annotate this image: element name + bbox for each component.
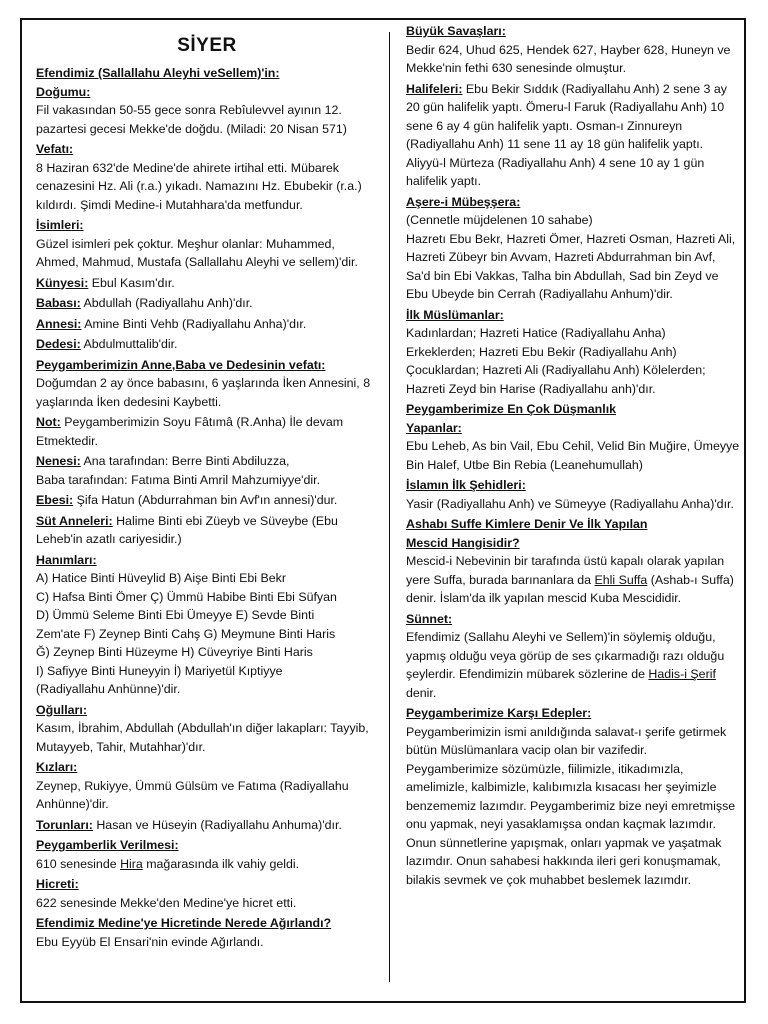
hanimlari-line: Ğ) Zeynep Binti Hüzeyme H) Cüveyriye Binti Haris bbox=[36, 645, 313, 659]
suffe-heading-2: Mescid Hangisidir? bbox=[406, 535, 520, 550]
annesi-text: Amine Binti Vehb (Radiyallahu Anha)'dır. bbox=[81, 316, 307, 331]
efendimiz-heading: Efendimiz (Sallallahu Aleyhi veSellem)'in: bbox=[36, 66, 280, 80]
verilmesi-text-post: mağarasında ilk vahiy geldi. bbox=[142, 856, 300, 871]
dedesi-line bbox=[36, 335, 378, 354]
document-title: SİYER bbox=[177, 35, 237, 56]
ehli-suffa-link: Ehli Suffa bbox=[594, 572, 648, 587]
vefati-text: 8 Haziran 632'de Medine'de ahirete irtihal etti. Mübarek cenazesini Hz. Ali (r.a.) yıkadı. Namazını Hz. Ebubekir (r.a.) kıldırdı. Şimdi Medine-i Mutahhara'da metfundur. bbox=[36, 160, 362, 212]
torunlari-text: Hasan ve Hüseyin (Radiyallahu Anhuma)'dır. bbox=[92, 817, 342, 832]
agirlandi-text: Ebu Eyyüb El Ensari'nin evinde Ağırlandı. bbox=[36, 934, 264, 949]
annesi-line bbox=[36, 315, 378, 334]
hanimlari-line: I) Safiyye Binti Huneyyin İ) Mariyetül Kıptiyye bbox=[36, 663, 283, 678]
sunnet-text-pre: Efendimiz (Sallahu Aleyhi ve Sellem)'in söylemiş olduğu, yapmış olduğu veya görüp de ses çıkarmadığı razı olduğu şeylerdir. Efendimizin mübarek sözlerine de bbox=[406, 630, 725, 681]
hanimlari-line: C) Hafsa Binti Ömer Ç) Ümmü Habibe Binti Ebi Süfyan bbox=[36, 589, 337, 604]
annesi-heading: Annesi: bbox=[36, 316, 82, 331]
sut-heading: Süt Anneleri: bbox=[36, 513, 113, 528]
section-sehitler bbox=[406, 476, 742, 513]
edepler-heading: Peygamberimize Karşı Edepler: bbox=[406, 706, 592, 720]
section-vefati bbox=[36, 140, 378, 214]
halifeler-heading: Halifeleri: bbox=[406, 81, 463, 96]
section-agirlandi bbox=[36, 914, 378, 951]
hanimlari-line: (Radiyallahu Anhünne)'dir. bbox=[36, 682, 181, 696]
kunyesi-heading: Künyesi: bbox=[36, 275, 89, 290]
agirlandi-heading: Efendimiz Medine'ye Hicretinde Nerede Ağırlandı? bbox=[36, 916, 332, 930]
ilk-line: Hazreti Zeyd bin Harise (Radiyallahu anh)'dır. bbox=[406, 381, 656, 396]
savaslar-heading: Büyük Savaşları: bbox=[406, 24, 506, 38]
not-heading: Not: bbox=[36, 415, 61, 429]
sunnet-heading: Sünnet: bbox=[406, 611, 453, 626]
sut-line bbox=[36, 512, 378, 549]
hanimlari-line: Zem'ate F) Zeynep Binti Cahş G) Meymune Binti Haris bbox=[36, 626, 336, 641]
savaslar-text: Bedir 624, Uhud 625, Hendek 627, Hayber 628, Huneyn ve Mekke'nin fethi 630 senesinde olmuştur. bbox=[406, 42, 731, 75]
hanimlari-line: D) Ümmü Seleme Binti Ebi Ümeyye E) Sevde Binti bbox=[36, 608, 315, 622]
nenesi-text-2: Baba tarafından: Fatıma Binti Amril Mahzumiyye'dir. bbox=[36, 472, 321, 487]
dusmanlik-text: Ebu Leheb, As bin Vail, Ebu Cehil, Velid Bin Muğire, Ümeyye Bin Halef, Utbe Bin Rebia (Leanehumullah) bbox=[406, 439, 740, 472]
section-ilk-muslumanlar bbox=[406, 306, 742, 399]
sut-text: Halime Binti ebi Züeyb ve Süveybe (Ebu Leheb'in azatlı cariyesidir.) bbox=[36, 513, 338, 546]
ilk-line: Kadınlardan; Hazreti Hatice (Radiyallahu Anha) bbox=[406, 326, 666, 340]
dedesi-text: Abdulmuttalib'dir. bbox=[80, 337, 178, 351]
hanimlari-line: A) Hatice Binti Hüveylid B) Aişe Binti Ebi Bekr bbox=[36, 571, 286, 585]
ebesi-heading: Ebesi: bbox=[36, 493, 74, 507]
ogullari-text: Kasım, İbrahim, Abdullah (Abdullah'ın diğer lakapları: Tayyib, Mutayyeb, Tahir, Mutahhar)'dır. bbox=[36, 721, 369, 754]
hicreti-text: 622 senesinde Mekke'den Medine'ye hicret etti. bbox=[36, 895, 297, 910]
suffe-text-pre: Mescid-i Nebevinin bir tarafında üstü kapalı olarak yapılan yere Suffa, burada barınanlara da bbox=[406, 554, 725, 587]
dusmanlik-heading-2: Yapanlar: bbox=[406, 420, 462, 435]
dogumu-text: Fil vakasından 50-55 gece sonra Rebîulevvel ayının 12. pazartesi gecesi Mekke'de doğdu. (Miladi: 20 Nisan 571) bbox=[36, 103, 347, 136]
babasi-text: Abdullah (Radiyallahu Anh)'dır. bbox=[80, 296, 253, 310]
vefat-text: Doğumdan 2 ay önce babasını, 6 yaşlarında İken Annesini, 8 yaşlarında İken dedesini Kaybetti. bbox=[36, 376, 371, 409]
babasi-heading: Babası: bbox=[36, 296, 81, 310]
ilk-line: Erkeklerden; Hazreti Ebu Bekir (Radiyallahu Anh) bbox=[406, 344, 677, 359]
section-hicreti bbox=[36, 875, 378, 912]
torunlari-heading: Torunları: bbox=[36, 817, 93, 832]
asere-heading: Aşere-i Mübeşşera: bbox=[406, 194, 521, 209]
verilmesi-text-pre: 610 senesinde bbox=[36, 856, 121, 871]
section-suffe bbox=[406, 515, 742, 608]
kunyesi-text: Ebul Kasım'dır. bbox=[88, 275, 175, 290]
edepler-text: Peygamberimizin ismi anıldığında salavat-ı şerife getirmek bütün Müslümanlara vacip olan bir vazifedir. Peygamberimize sözümüzle, fiilimizle, itikadımızla, amelimizle, kalbimizle, kalıbımızla kısacası her şeyimizle benzememiz lazımdır. Peygamberimiz bize neyi emretmişse onu yapmak, neyi yasaklamışsa ondan kaçmak lazımdır. Onun sünnetlerine yapışmak, onları yapmak ve yaşatmak lazımdır. Onun sahabesi hakkında ileri geri konuşmamak, bilakis sevmek ve çok muhabbet beslemek lazımdır. bbox=[406, 724, 736, 887]
asere-subtitle: (Cennetle müjdelenen 10 sahabe) bbox=[406, 213, 593, 227]
sehit-text: Yasir (Radiyallahu Anh) ve Sümeyye (Radiyallahu Anha)'dır. bbox=[406, 496, 734, 511]
section-vefat bbox=[36, 356, 378, 412]
section-dogumu bbox=[36, 83, 378, 139]
verilmesi-heading: Peygamberlik Verilmesi: bbox=[36, 838, 179, 852]
asere-text: Hazretı Ebu Bekr, Hazreti Ömer, Hazreti Osman, Hazreti Ali, Hazreti Zübeyr bin Avvam, Hazreti Abdurrahman bin Avf, Sa'd bin Ebi Vakkas, Talha bin Abdullah, Sad bin Zeyd ve Ebu Ubeyde bin Cerrah (Radiyallahu Anhum)'dir. bbox=[406, 231, 736, 301]
dusmanlik-heading-1: Peygamberimize En Çok Düşmanlık bbox=[406, 402, 617, 416]
section-asere bbox=[406, 193, 742, 304]
kunyesi-line bbox=[36, 274, 378, 293]
isimleri-text: Güzel isimleri pek çoktur. Meşhur olanlar: Muhammed, Ahmed, Mahmud, Mustafa (Sallallahu Aleyhi ve sellem)'dir. bbox=[36, 236, 358, 269]
suffe-text-post: (Ashab-ı Suffa) denir. İslam'da ilk yapılan mescid Kuba Mescididir. bbox=[406, 572, 734, 605]
section-dusmanlik bbox=[406, 400, 742, 474]
vefati-heading: Vefatı: bbox=[36, 142, 74, 156]
dogumu-heading: Doğumu: bbox=[36, 84, 91, 99]
hira-link: Hira bbox=[120, 856, 143, 871]
sunnet-text-post: denir. bbox=[406, 685, 437, 700]
nenesi-text-1: Ana tarafından: Berre Binti Abdiluzza, bbox=[80, 454, 290, 468]
section-sunnet bbox=[406, 610, 742, 703]
not-line bbox=[36, 413, 378, 450]
right-column bbox=[406, 22, 742, 891]
ilk-heading: İlk Müslümanlar: bbox=[406, 307, 504, 322]
torunlari-line bbox=[36, 816, 378, 835]
not-text: Peygamberimizin Soyu Fâtımâ (R.Anha) İle devam Etmektedir. bbox=[36, 415, 344, 448]
ogullari-heading: Oğulları: bbox=[36, 702, 87, 717]
isimleri-heading: İsimleri: bbox=[36, 218, 84, 232]
section-ogullari bbox=[36, 701, 378, 757]
halifeler-para bbox=[406, 80, 742, 191]
column-divider bbox=[389, 32, 390, 982]
ebesi-line bbox=[36, 491, 378, 510]
left-column bbox=[36, 22, 378, 953]
section-kizlari bbox=[36, 758, 378, 814]
section-hanimlari bbox=[36, 551, 378, 699]
hicreti-heading: Hicreti: bbox=[36, 877, 79, 891]
halifeler-text: Ebu Bekir Sıddık (Radiyallahu Anh) 2 sene 3 ay 20 gün halifelik yaptı. Ömeru-l Faruk (Radiyallahu Anh) 10 sene 6 ay 4 gün halifelik yaptı. Osman-ı Zinnureyn (Radiyallahu Anh) 11 sene 11 ay 18 gün halifelik yaptı. Aliyyü-l Mürteza (Radiyallahu Anh) 4 sene 10 ay 1 gün halifelik yaptı. bbox=[406, 81, 727, 188]
suffe-heading-1: Ashabı Suffe Kimlere Denir Ve İlk Yapılan bbox=[406, 517, 648, 531]
verilmesi-text bbox=[36, 855, 378, 874]
hadis-i-serif-link: Hadis-i Şerif bbox=[648, 667, 716, 681]
ilk-line: Çocuklardan; Hazreti Ali (Radiyallahu Anh) Kölelerden; bbox=[406, 363, 706, 377]
section-edepler bbox=[406, 704, 742, 889]
section-savaslar bbox=[406, 22, 742, 78]
hanimlari-heading: Hanımları: bbox=[36, 552, 97, 567]
section-isimleri bbox=[36, 216, 378, 272]
section-nenesi bbox=[36, 452, 378, 489]
vefat-heading: Peygamberimizin Anne,Baba ve Dedesinin vefatı: bbox=[36, 357, 326, 372]
ebesi-text: Şifa Hatun (Abdurrahman bin Avf'ın annesi)'dur. bbox=[73, 493, 338, 507]
dedesi-heading: Dedesi: bbox=[36, 337, 81, 351]
sehit-heading: İslamın İlk Şehidleri: bbox=[406, 478, 526, 492]
kizlari-heading: Kızları: bbox=[36, 760, 78, 774]
sunnet-text bbox=[406, 628, 742, 702]
nenesi-heading: Nenesi: bbox=[36, 454, 81, 468]
kizlari-text: Zeynep, Rukiyye, Ümmü Gülsüm ve Fatıma (Radiyallahu Anhünne)'dir. bbox=[36, 778, 349, 811]
babasi-line bbox=[36, 294, 378, 313]
suffe-text bbox=[406, 552, 742, 608]
section-verilmesi bbox=[36, 836, 378, 873]
